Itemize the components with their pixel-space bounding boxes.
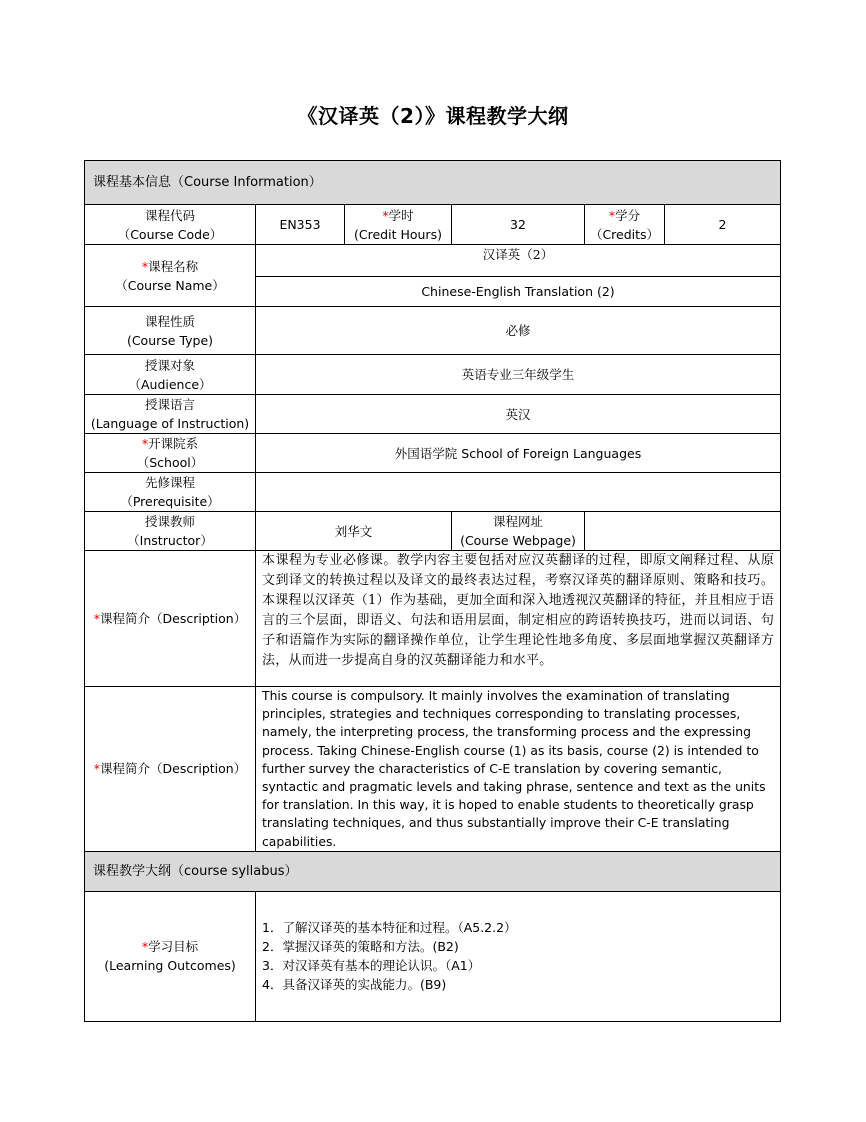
webpage-value — [585, 512, 781, 551]
learning-outcomes-label-cn: 学习目标 — [148, 939, 199, 955]
prerequisite-label — [85, 473, 256, 512]
language-value: 英汉 — [256, 395, 781, 434]
description-en-text: This course is compulsory. It mainly involves the examination of translating principles, strategies and techniques corresponding to translating processes, namely, the interpreting process, the transforming process and the expressing process. Taking Chinese-English course (1) as its basis, course (2) is intended to further survey the characteristics of C-E translation by covering semantic, syntactic and pragmatic levels and taking phrase, sentence and text as the units for translation. In this way, it is hoped to enable students to theoretically grasp translating techniques, and thus substantially improve their C-E translating capabilities. — [256, 687, 781, 852]
course-code-label-en: （Course Code） — [117, 226, 223, 242]
credits-label — [585, 205, 665, 245]
course-type-row — [85, 307, 781, 355]
credits-label-cn: 学分 — [615, 207, 641, 223]
list-item: 3．对汉译英有基本的理论认识。（A1） — [262, 958, 481, 974]
webpage-label-en: (Course Webpage) — [460, 533, 576, 548]
prerequisite-value — [256, 473, 781, 512]
learning-outcomes-list — [262, 918, 774, 994]
school-label-cn: 开课院系 — [148, 436, 199, 451]
credit-hours-label-en: (Credit Hours) — [354, 226, 442, 242]
description-label: 课程简介（Description） — [100, 761, 247, 777]
instructor-label-en: （Instructor） — [127, 533, 213, 548]
learning-outcomes-label-en: (Learning Outcomes) — [104, 958, 236, 974]
description-label: 课程简介（Description） — [100, 611, 247, 626]
course-name-cn: 汉译英（2） — [256, 245, 781, 277]
credit-hours-label-cn: 学时 — [388, 207, 414, 223]
webpage-label-cn: 课程网址 — [492, 514, 543, 529]
description-cn-text: 本课程为专业必修课。教学内容主要包括对应汉英翻译的过程，即原文阐释过程、从原文到译文的转换过程以及译文的最终表达过程，考察汉译英的翻译原则、策略和技巧。本课程以汉译英（1）作为基础，更加全面和深入地透视汉英翻译的特征，并且相应于语言的三个层面，即语义、句法和语用层面，制定相应的跨语转换技巧，进而以词语、句子和语篇作为实际的翻译操作单位，让学生理论性地多角度、多层面地掌握汉英翻译方法，从而进一步提高自身的汉英翻译能力和水平。 — [256, 551, 781, 687]
audience-label-cn: 授课对象 — [144, 357, 195, 373]
info-header-row — [85, 161, 781, 205]
course-type-value: 必修 — [256, 307, 781, 355]
course-type-label — [85, 307, 256, 355]
credits-value: 2 — [665, 205, 781, 245]
school-row — [85, 434, 781, 473]
school-label — [85, 434, 256, 473]
course-code-label-cn: 课程代码 — [144, 207, 195, 223]
info-header: 课程基本信息（Course Information） — [85, 161, 781, 205]
required-mark: * — [141, 436, 149, 451]
course-type-label-en: (Course Type) — [126, 332, 214, 348]
instructor-label-cn: 授课教师 — [144, 514, 195, 529]
required-mark: * — [93, 611, 101, 626]
prerequisite-label-cn: 先修课程 — [144, 475, 195, 490]
school-value: 外国语学院 School of Foreign Languages — [256, 434, 781, 473]
language-label-cn: 授课语言 — [144, 397, 195, 412]
audience-row — [85, 355, 781, 395]
syllabus-header-row — [85, 851, 781, 891]
instructor-value: 刘华文 — [256, 512, 452, 551]
list-item: 4．具备汉译英的实战能力。(B9) — [262, 977, 447, 993]
description-en-row — [85, 687, 781, 852]
course-name-en: Chinese-English Translation (2) — [256, 277, 781, 307]
course-name-label — [85, 245, 256, 307]
course-code-label — [85, 205, 256, 245]
learning-outcomes-row — [85, 891, 781, 1021]
course-code-value: EN353 — [256, 205, 345, 245]
course-name-label-en: （Course Name） — [115, 277, 225, 293]
syllabus-table — [84, 160, 781, 1022]
credit-hours-label — [345, 205, 452, 245]
language-label-en: (Language of Instruction) — [90, 416, 250, 431]
required-mark: * — [93, 761, 101, 777]
audience-label-en: （Audience） — [128, 376, 212, 392]
list-item: 1．了解汉译英的基本特征和过程。（A5.2.2） — [262, 920, 517, 936]
credit-hours-value: 32 — [452, 205, 585, 245]
school-label-en: （School） — [136, 455, 204, 470]
list-item: 2．掌握汉译英的策略和方法。(B2) — [262, 939, 459, 955]
audience-label — [85, 355, 256, 395]
required-mark: * — [141, 258, 149, 274]
document-title: 《汉译英（2）》课程教学大纲 — [297, 104, 569, 128]
syllabus-header: 课程教学大纲（course syllabus） — [85, 851, 781, 891]
audience-value: 英语专业三年级学生 — [256, 355, 781, 395]
webpage-label — [452, 512, 585, 551]
description-cn-row — [85, 551, 781, 687]
learning-outcomes-label — [85, 891, 256, 1021]
description-cn-label — [85, 551, 256, 687]
prerequisite-label-en: （Prerequisite） — [120, 494, 220, 509]
learning-outcomes-cell — [256, 891, 781, 1021]
description-en-label — [85, 687, 256, 852]
course-name-label-cn: 课程名称 — [148, 258, 199, 274]
required-mark: * — [141, 939, 149, 955]
course-type-label-cn: 课程性质 — [144, 313, 195, 329]
language-label — [85, 395, 256, 434]
code-hours-credits-row — [85, 205, 781, 245]
course-name-row — [85, 245, 781, 277]
instructor-label — [85, 512, 256, 551]
instructor-row — [85, 512, 781, 551]
required-mark: * — [608, 207, 616, 223]
required-mark: * — [382, 207, 389, 223]
prerequisite-row — [85, 473, 781, 512]
language-row — [85, 395, 781, 434]
credits-label-en: （Credits） — [589, 226, 660, 242]
